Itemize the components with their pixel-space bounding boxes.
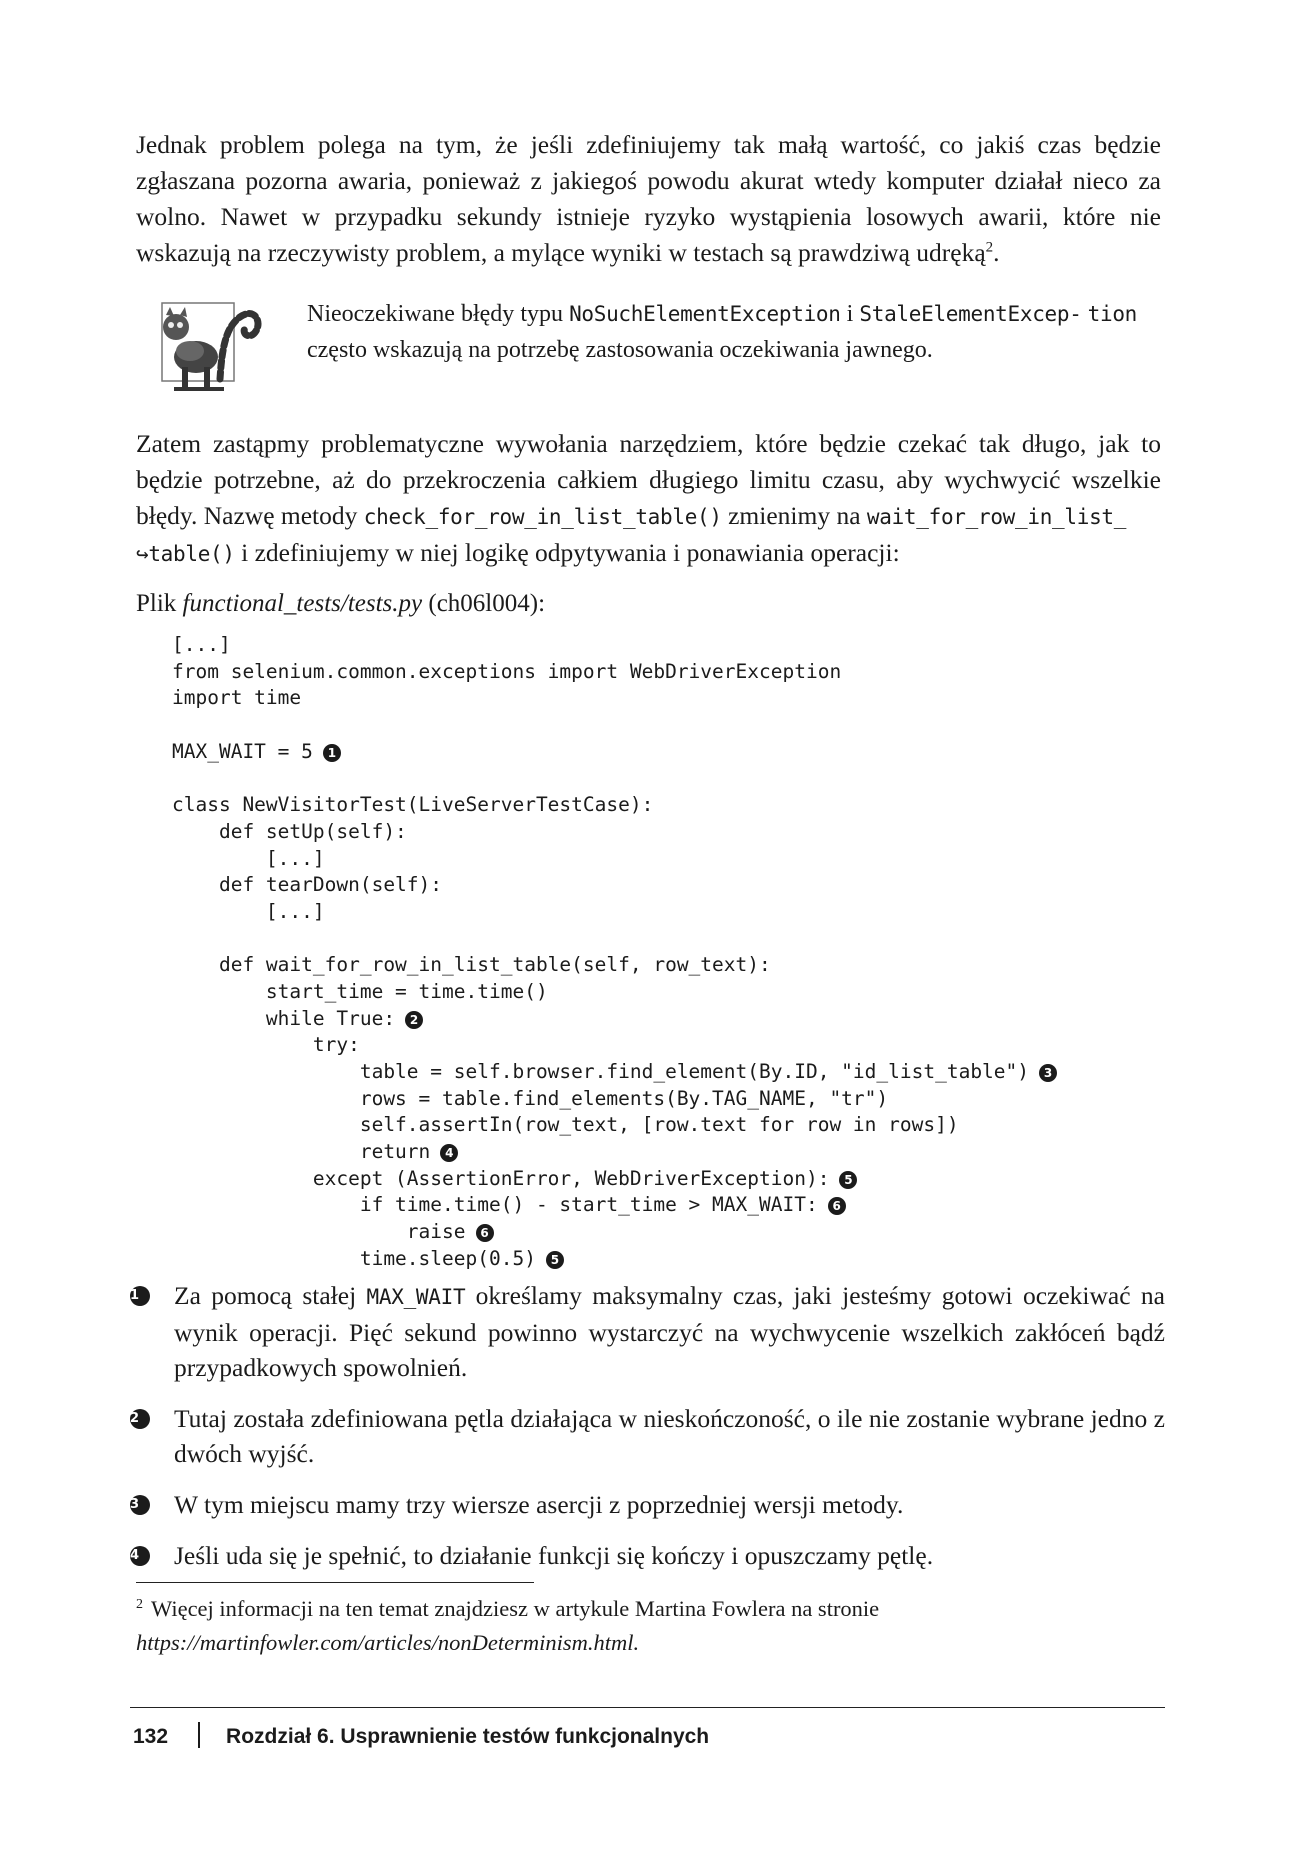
inline-code: table() [148,542,235,566]
caption-suffix: (ch06l004): [422,590,546,617]
code-line [172,952,1057,979]
code-text: def setUp(self): [172,819,407,843]
file-caption [136,588,545,620]
callout-marker: 3 [1039,1064,1057,1082]
footer-separator [198,1722,200,1748]
code-text: rows = table.find_elements(By.TAG_NAME, "tr") [172,1086,889,1110]
body-paragraph-1 [136,127,1161,271]
code-line [172,659,1057,686]
callout-text: Za pomocą stałej [174,1281,367,1310]
chapter-title: Rozdział 6. Usprawnienie testów funkcjonalnych [226,1725,710,1748]
callout-item [120,1278,1165,1385]
file-path: functional_tests/tests.py [182,590,423,617]
inline-code: check_for_row_in_list_table() [363,505,722,529]
code-text: def wait_for_row_in_list_table(self, row_text): [172,953,771,977]
page-footer [133,1722,709,1751]
callout-text: W tym miejscu mamy trzy wiersze asercji z poprzedniej wersji metody. [174,1490,904,1519]
footnote [136,1592,1161,1660]
footnote-text: Więcej informacji na ten temat znajdziesz w artykule Martina Fowlera na stronie [151,1596,880,1621]
code-text: import time [172,686,302,710]
page-number: 132 [133,1725,169,1748]
code-block [172,632,1057,1273]
note-code-2a: StaleElementExcep- [859,302,1082,326]
code-line [172,1139,1057,1166]
note-text-3: często wskazują na potrzebę zastosowania oczekiwania jawnego. [307,337,933,363]
code-text: start_time = time.time() [172,979,548,1003]
footnote-end: . [633,1630,640,1655]
code-line [172,979,1057,1006]
code-line [172,1032,1057,1059]
code-line [172,1219,1057,1246]
code-line [172,765,1057,792]
code-text: [...] [172,633,231,656]
note-code-1: NoSuchElementException [569,302,841,326]
callout-number: 4 [130,1546,150,1566]
code-line [172,685,1057,712]
callout-item [120,1487,1165,1522]
callout-code: MAX_WAIT [366,1285,466,1309]
code-line [172,632,1057,659]
footnote-divider [136,1582,534,1583]
code-line [172,1112,1057,1139]
callout-number: 3 [130,1495,150,1515]
code-text: [...] [172,899,325,923]
note-text-1: Nieoczekiwane błędy typu [307,301,570,327]
code-line [172,846,1057,873]
lemur-icon [160,287,268,403]
code-text: raise [172,1220,466,1244]
callout-marker: 6 [476,1224,494,1242]
code-text: try: [172,1033,360,1057]
code-text: if time.time() - start_time > MAX_WAIT: [172,1193,818,1217]
callout-marker: 5 [839,1171,857,1189]
code-line [172,739,1057,766]
note-text [307,296,1137,368]
footnote-number: 2 [136,1596,143,1612]
code-text: from selenium.common.exceptions import WebDriverException [172,659,842,683]
note-code-2b: tion [1087,302,1138,326]
callout-marker: 2 [405,1011,423,1029]
code-line [172,1246,1057,1273]
code-text: [...] [172,846,325,870]
note-text-2: i [840,301,860,327]
callout-text: określamy maksymalny czas, jaki jesteśmy gotowi oczekiwać na wynik operacji. Pięć sekund powinno wystarczyć na wychwycenie wszelkich zakłóceń bądź przypadkowych spowolnień. [174,1281,1165,1382]
code-line [172,792,1057,819]
code-text: except (AssertionError, WebDriverException): [172,1166,830,1190]
callout-marker: 1 [323,744,341,762]
footnote-reference: 2 [985,239,994,256]
code-text: table = self.browser.find_element(By.ID, "id_list_table") [172,1060,1030,1083]
code-text: while True: [172,1006,396,1030]
code-line [172,872,1057,899]
paragraph-2-text-1: Zatem zastąpmy problematyczne wywołania narzędziem, które będzie czekać tak długo, jak to będzie potrzebne, aż do przekroczenia całkiem długiego limitu czasu, aby wychwycić wszelkie błędy. Nazwę metody [136,429,1161,530]
code-text: self.assertIn(row_text, [row.text for row in rows]) [172,1113,959,1137]
inline-code: wait_for_row_in_list_ [866,505,1127,529]
callout-text: Tutaj została zdefiniowana pętla działająca w nieskończoność, o ile nie zostanie wybrane jedno z dwóch wyjść. [174,1404,1165,1468]
caption-prefix: Plik [136,590,183,617]
footer-divider [130,1707,1165,1708]
code-line [172,1192,1057,1219]
callout-marker: 4 [440,1144,458,1162]
paragraph-2-text-3: i zdefiniujemy w niej logikę odpytywania i ponawiania operacji: [234,538,900,567]
code-line [172,819,1057,846]
code-text: return [172,1140,431,1164]
code-line [172,899,1057,926]
callout-marker: 6 [828,1197,846,1215]
paragraph-2-text-2: zmienimy na [721,501,867,530]
callout-text: Jeśli uda się je spełnić, to działanie funkcji się kończy i opuszczamy pętlę. [174,1541,934,1570]
code-line [172,1006,1057,1033]
paragraph-text: Jednak problem polega na tym, że jeśli zdefiniujemy tak małą wartość, co jakiś czas będzie zgłaszana pozorna awaria, ponieważ z jakiegoś powodu akurat wtedy komputer działał nieco za wolno. Nawet w przypadku sekundy istnieje ryzyko wystąpienia losowych awarii, które nie wskazują na rzeczywisty problem, a mylące wyniki w testach są prawdziwą udręką [136,130,1161,267]
code-line [172,1166,1057,1193]
code-line [172,712,1057,739]
callout-list [120,1278,1165,1589]
callout-item [120,1538,1165,1573]
paragraph-end: . [993,238,1000,267]
code-text: time.sleep(0.5) [172,1246,536,1270]
callout-item [120,1401,1165,1471]
code-line [172,1059,1057,1086]
code-text: def tearDown(self): [172,873,443,897]
code-text: class NewVisitorTest(LiveServerTestCase): [172,793,654,817]
line-wrap-icon: ↪ [136,542,149,566]
callout-number: 2 [130,1409,150,1429]
code-line [172,1086,1057,1113]
code-line [172,926,1057,953]
callout-number: 1 [130,1286,150,1306]
code-text: MAX_WAIT = 5 [172,739,313,763]
callout-marker: 5 [546,1251,564,1269]
body-paragraph-2 [136,426,1161,572]
footnote-link[interactable]: https://martinfowler.com/articles/nonDeterminism.html [136,1630,634,1655]
